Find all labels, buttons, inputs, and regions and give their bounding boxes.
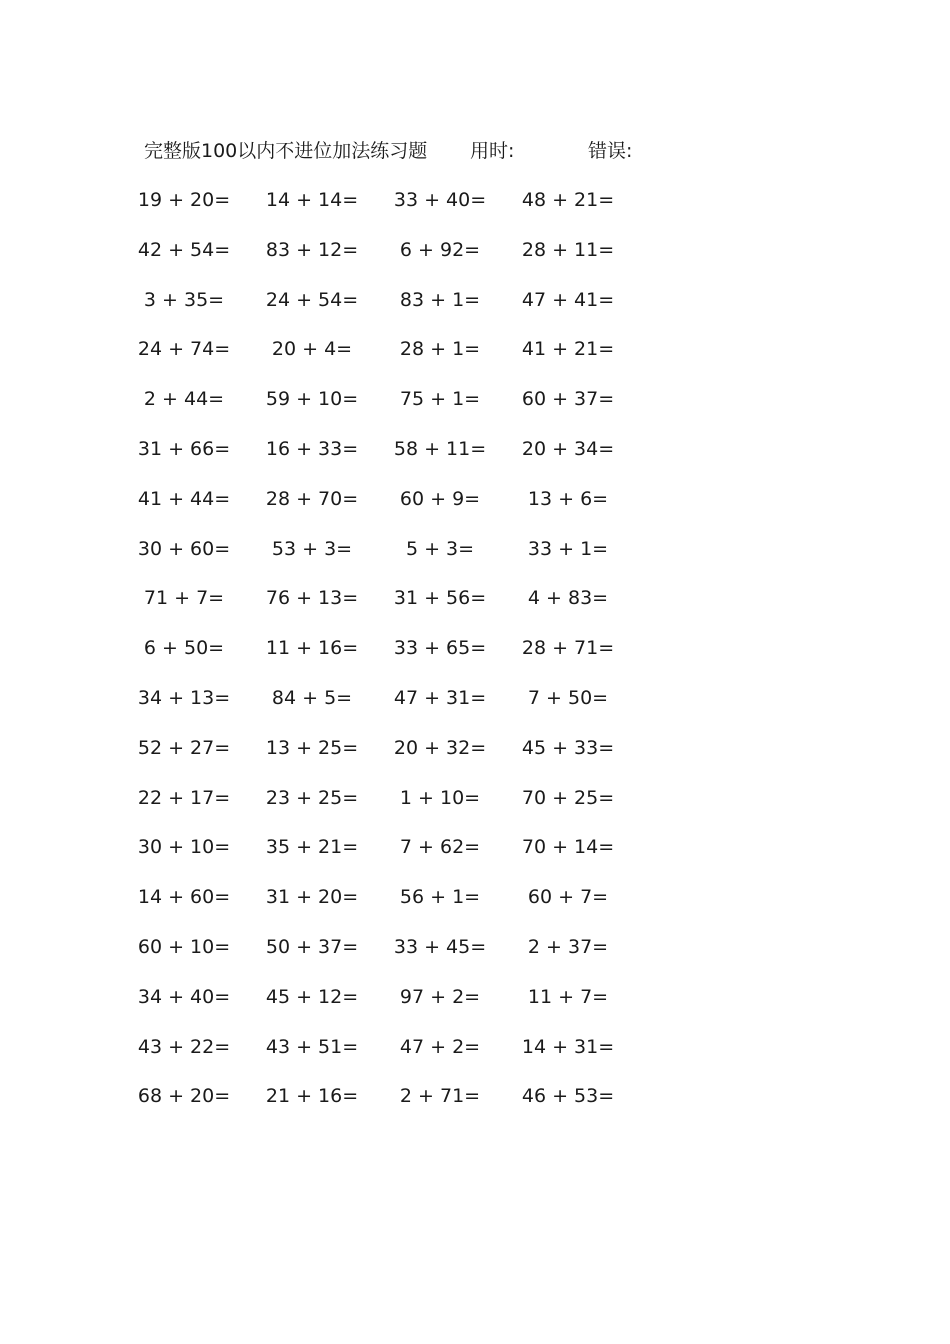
problem-row [0,683,950,713]
addition-problem: 33 + 65= [393,637,487,660]
addition-problem: 33 + 1= [527,537,609,560]
problem-row [0,633,950,663]
addition-problem: 34 + 13= [137,687,231,709]
worksheet-title: 完整版100以内不进位加法练习题 [144,140,428,162]
addition-problem: 60 + 7= [527,886,609,909]
addition-problem: 83 + 12= [265,238,359,261]
addition-problem: 59 + 10= [265,388,359,411]
addition-problem: 60 + 10= [137,936,231,958]
addition-problem: 45 + 12= [265,985,359,1008]
addition-problem: 6 + 50= [143,637,225,660]
worksheet-header [144,136,704,166]
addition-problem: 4 + 83= [527,587,609,610]
addition-problem: 33 + 40= [393,189,487,211]
addition-problem: 28 + 1= [399,338,481,361]
addition-problem: 14 + 31= [521,1035,615,1058]
problem-row [0,334,950,364]
addition-problem: 31 + 20= [265,886,359,909]
addition-problem: 20 + 4= [271,338,353,361]
problem-row [0,434,950,464]
problem-row [0,733,950,763]
addition-problem: 56 + 1= [399,886,481,909]
error-count-label: 错误: [588,140,633,162]
addition-problem: 47 + 31= [393,687,487,709]
addition-problem: 30 + 60= [137,537,231,560]
addition-problem: 21 + 16= [265,1085,359,1108]
addition-problem: 7 + 62= [399,836,481,859]
problem-row [0,583,950,613]
problem-row [0,285,950,315]
addition-problem: 41 + 21= [521,338,615,361]
addition-problem: 24 + 54= [265,288,359,311]
addition-problem: 76 + 13= [265,587,359,610]
problem-row [0,1081,950,1111]
addition-problem: 60 + 9= [399,487,481,510]
problem-row [0,783,950,813]
addition-problem: 47 + 41= [521,288,615,311]
addition-problem: 71 + 7= [143,587,225,610]
addition-problem: 97 + 2= [399,985,481,1008]
addition-problem: 84 + 5= [271,687,353,709]
addition-problem: 28 + 70= [265,487,359,510]
addition-problem: 60 + 37= [521,388,615,411]
addition-problem: 20 + 34= [521,438,615,460]
addition-problem: 68 + 20= [137,1085,231,1108]
time-used-label: 用时: [470,140,515,162]
addition-problem: 2 + 37= [527,936,609,958]
addition-problem: 3 + 35= [143,288,225,311]
addition-problem: 20 + 32= [393,736,487,759]
addition-problem: 11 + 7= [527,985,609,1008]
addition-problem: 45 + 33= [521,736,615,759]
addition-problem: 58 + 11= [393,438,487,460]
addition-problem: 48 + 21= [521,189,615,211]
addition-problem: 70 + 14= [521,836,615,859]
addition-problem: 83 + 1= [399,288,481,311]
problem-row [0,185,950,215]
addition-problem: 19 + 20= [137,189,231,211]
addition-problem: 1 + 10= [399,786,481,809]
addition-problem: 28 + 11= [521,238,615,261]
addition-problem: 22 + 17= [137,786,231,809]
addition-problem: 75 + 1= [399,388,481,411]
addition-problem: 6 + 92= [399,238,481,261]
addition-problem: 11 + 16= [265,637,359,660]
addition-problem: 7 + 50= [527,687,609,709]
addition-problem: 2 + 44= [143,388,225,411]
addition-problem: 70 + 25= [521,786,615,809]
addition-problem: 28 + 71= [521,637,615,660]
problem-row [0,235,950,265]
addition-problem: 14 + 60= [137,886,231,909]
addition-problem: 23 + 25= [265,786,359,809]
problem-row [0,832,950,862]
problem-row [0,932,950,962]
addition-problem: 31 + 66= [137,438,231,460]
addition-problem: 43 + 22= [137,1035,231,1058]
problem-row [0,384,950,414]
addition-problem: 42 + 54= [137,238,231,261]
addition-problem: 5 + 3= [405,537,475,560]
problem-row [0,882,950,912]
addition-problem: 34 + 40= [137,985,231,1008]
addition-problem: 50 + 37= [265,936,359,958]
problem-row [0,1032,950,1062]
problem-row [0,484,950,514]
addition-problem: 2 + 71= [399,1085,481,1108]
addition-problem: 31 + 56= [393,587,487,610]
addition-problem: 30 + 10= [137,836,231,859]
addition-problem: 35 + 21= [265,836,359,859]
addition-problem: 43 + 51= [265,1035,359,1058]
addition-problem: 52 + 27= [137,736,231,759]
addition-problem: 13 + 6= [527,487,609,510]
addition-problem: 46 + 53= [521,1085,615,1108]
addition-problem: 47 + 2= [399,1035,481,1058]
addition-problem: 24 + 74= [137,338,231,361]
problem-row [0,982,950,1012]
addition-problem: 13 + 25= [265,736,359,759]
problem-row [0,534,950,564]
addition-problem: 16 + 33= [265,438,359,460]
addition-problem: 53 + 3= [271,537,353,560]
addition-problem: 14 + 14= [265,189,359,211]
addition-problem: 41 + 44= [137,487,231,510]
addition-problem: 33 + 45= [393,936,487,958]
